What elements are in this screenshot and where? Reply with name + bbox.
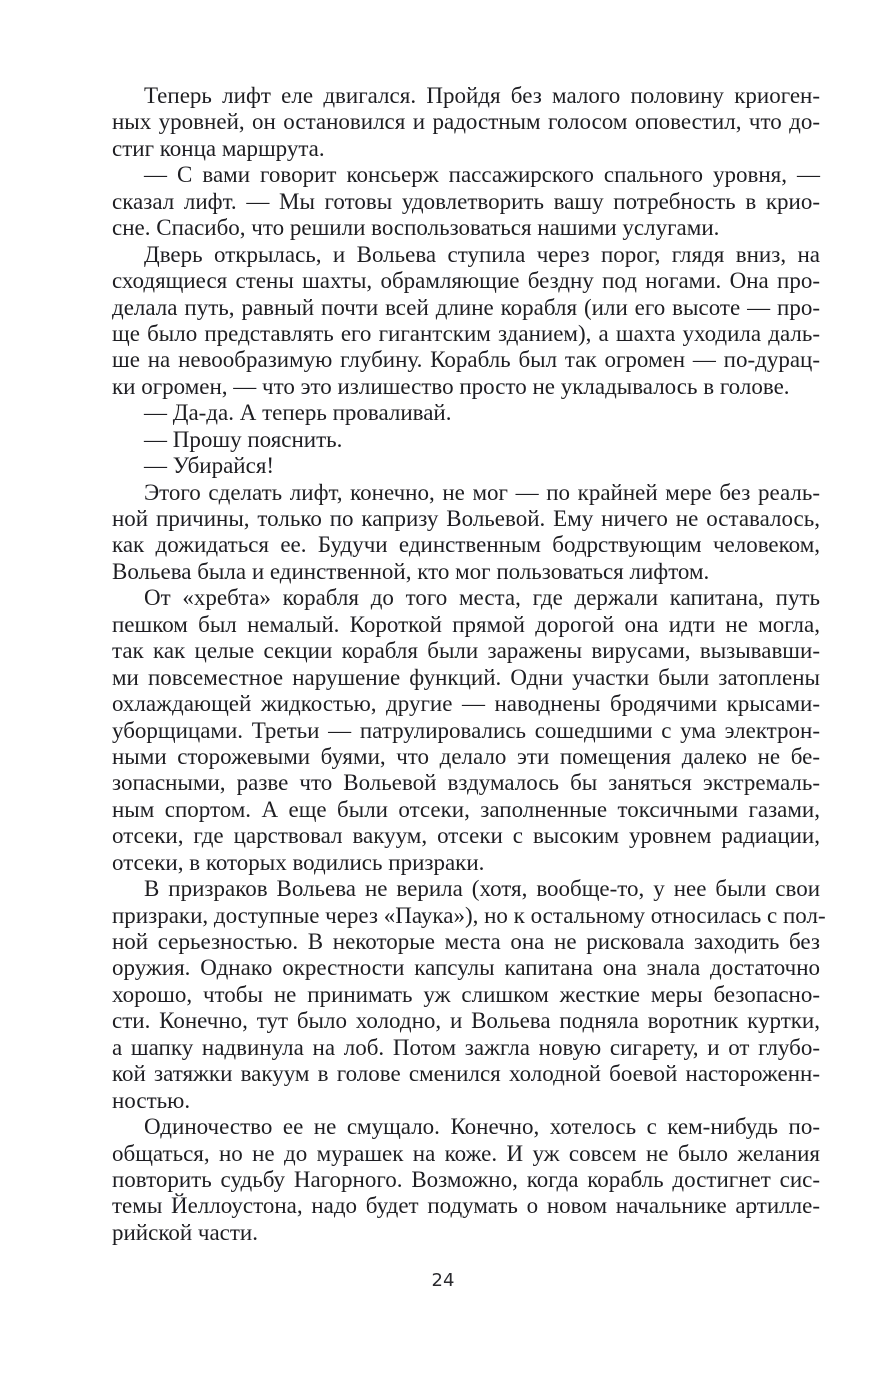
text-line: пешком был немалый. Короткой прямой дорогой она идти не могла, (112, 611, 820, 637)
text-line: ными сторожевыми буями, что делало эти помещения далеко не бе- (112, 743, 820, 769)
body-text (112, 83, 826, 1246)
text-line: темы Йеллоустона, надо будет подумать о новом начальнике артилле- (112, 1193, 820, 1219)
text-line: ностью. (112, 1087, 191, 1113)
text-line: зопасными, разве что Вольевой вздумалось бы заняться экстремаль- (112, 770, 820, 796)
text-line: Одиночество ее не смущало. Конечно, хотелось с кем-нибудь по- (144, 1114, 820, 1140)
text-line: так как целые секции корабля были заражены вирусами, вызывавши- (112, 638, 820, 664)
paragraph (112, 876, 826, 1114)
text-line: ше на невообразимую глубину. Корабль был так огромен — по-дурац- (112, 347, 820, 373)
text-line: — Убирайся! (144, 453, 275, 479)
text-line: Дверь открылась, и Вольева ступила через порог, глядя вниз, на (144, 241, 820, 267)
text-line: ным спортом. А еще были отсеки, заполненные токсичными газами, (112, 796, 820, 822)
text-line: Вольева была и единственной, кто мог пользоваться лифтом. (112, 558, 710, 584)
text-line: — Прошу пояснить. (144, 426, 343, 452)
text-line: ной серьезностью. В некоторые места она не рисковала заходить без (112, 929, 820, 954)
text-line: Этого сделать лифт, конечно, не мог — по крайней мере без реаль- (144, 479, 820, 505)
text-line: — Да-да. А теперь проваливай. (144, 400, 452, 426)
paragraph (112, 585, 820, 876)
dialogue-paragraph (112, 162, 820, 241)
text-line: общаться, но не до мурашек на коже. И уж совсем не было желания (112, 1140, 820, 1166)
text-line: рийской части. (112, 1219, 258, 1245)
text-line: ще было представлять его гигантским зданием), а шахта уходила даль- (112, 320, 820, 346)
text-line: повторить судьбу Нагорного. Возможно, когда корабль достигнет сис- (112, 1166, 820, 1192)
text-line: как дожидаться ее. Будучи единственным бодрствующим человеком, (112, 532, 820, 558)
dialogue-paragraph (112, 427, 820, 453)
text-line: делала путь, равный почти всей длине корабля (или его высоте — про- (112, 294, 820, 320)
text-line: отсеки, где царствовал вакуум, отсеки с высоким уровнем радиации, (112, 823, 820, 849)
paragraph (112, 242, 820, 401)
text-line: сходящиеся стены шахты, обрамляющие бездну под ногами. Она про- (112, 268, 820, 294)
text-line: В призраков Вольева не верила (хотя, вообще-то, у нее были свои (144, 876, 820, 902)
text-line: хорошо, чтобы не принимать уж слишком жесткие меры безопасно- (112, 981, 820, 1007)
text-line: ных уровней, он остановился и радостным голосом оповестил, что до- (112, 109, 820, 135)
text-line: стиг конца маршрута. (112, 135, 325, 161)
page-number: 24 (431, 1270, 455, 1291)
text-line: охлаждающей жидкостью, другие — наводнены бродячими крысами- (112, 691, 820, 717)
text-line: оружия. Однако окрестности капсулы капитана она знала достаточно (112, 955, 820, 981)
text-line: От «хребта» корабля до того места, где держали капитана, путь (144, 585, 820, 611)
text-line: сти. Конечно, тут было холодно, и Вольева подняла воротник куртки, (112, 1008, 820, 1034)
paragraph (112, 83, 820, 162)
paragraph (112, 480, 820, 586)
text-line: ки огромен, — что это излишество просто не укладывалось в голове. (112, 373, 790, 399)
text-line: — С вами говорит консьерж пассажирского спального уровня, — (144, 162, 820, 188)
text-line: отсеки, в которых водились призраки. (112, 849, 485, 875)
text-line: уборщицами. Третьи — патрулировались сошедшими с ума электрон- (112, 717, 820, 743)
text-line: призраки, доступные через «Паука»), но к остальному относилась с пол- (112, 902, 826, 928)
dialogue-paragraph (112, 400, 820, 426)
text-line: сне. Спасибо, что решили воспользоваться нашими услугами. (112, 215, 720, 241)
dialogue-paragraph (112, 453, 820, 479)
text-line: ной причины, только по капризу Вольевой. Ему ничего не оставалось, (112, 506, 820, 531)
text-line: кой затяжки вакуум в голове сменился холодной боевой настороженн- (112, 1061, 820, 1087)
text-line: сказал лифт. — Мы готовы удовлетворить вашу потребность в крио- (112, 188, 820, 214)
text-line: Теперь лифт еле двигался. Пройдя без малого половину криоген- (144, 83, 820, 108)
text-line: ми повсеместное нарушение функций. Одни участки были затоплены (112, 664, 820, 690)
text-line: а шапку надвинула на лоб. Потом зажгла новую сигарету, и от глубо- (112, 1034, 820, 1060)
paragraph (112, 1114, 820, 1246)
